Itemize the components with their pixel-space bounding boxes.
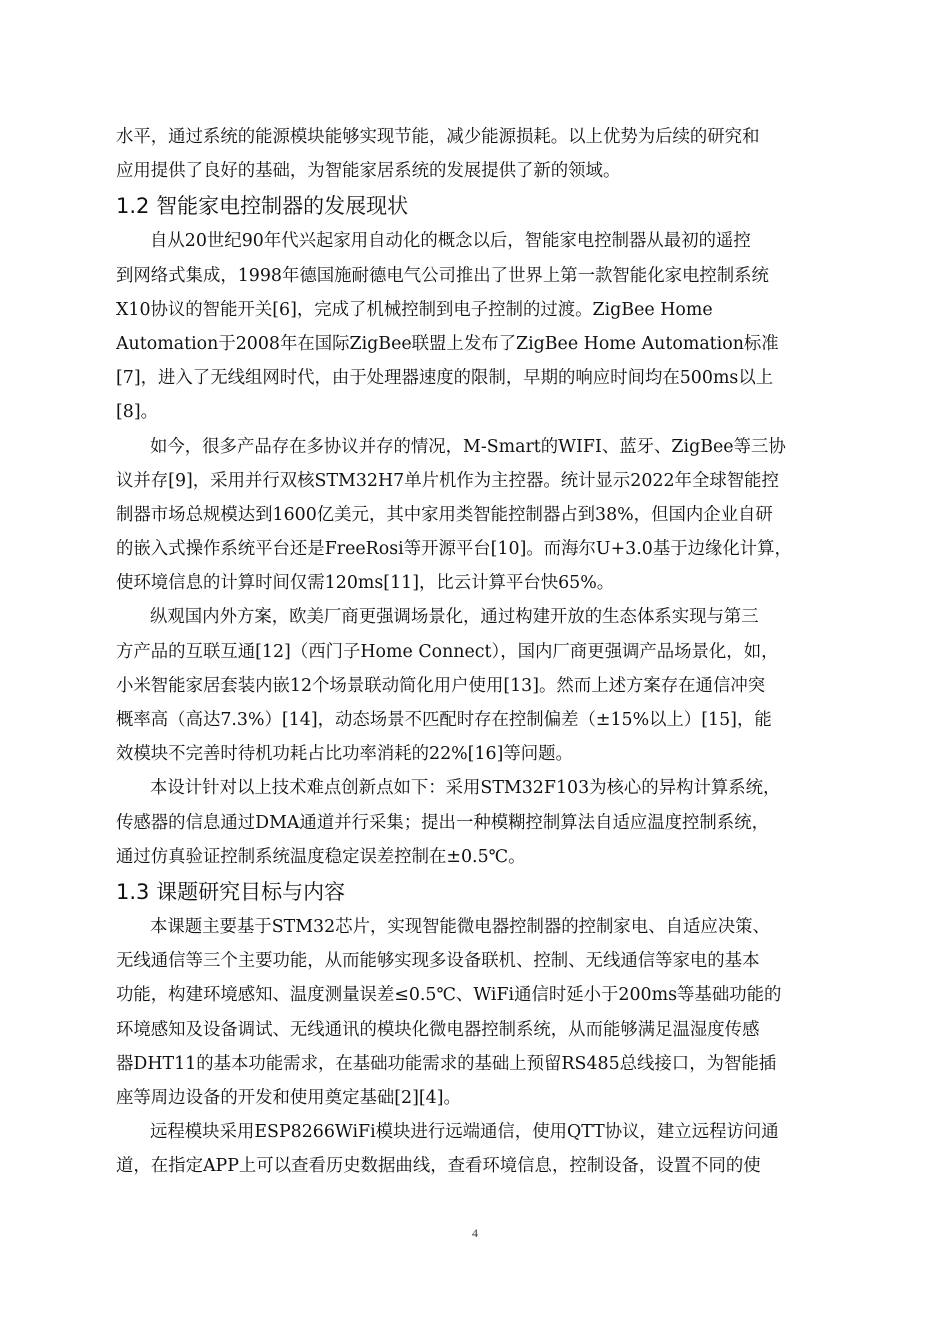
text-line: 应用提供了良好的基础，为智能家居系统的发展提供了新的领域。 <box>116 161 621 182</box>
text-line: 传感器的信息通过DMA通道并行采集；提出一种模糊控制算法自适应温度控制系统， <box>116 812 769 833</box>
text-line: Automation于2008年在国际ZigBee联盟上发布了ZigBee Home Automation标准 <box>116 333 779 354</box>
text-line: 到网络式集成，1998年德国施耐德电气公司推出了世界上第一款智能化家电控制系统 <box>116 265 769 286</box>
text-line: 远程模块采用ESP8266WiFi模块进行远端通信，使用QTT协议，建立远程访问通 <box>150 1122 779 1143</box>
text-line: 小米智能家居套装内嵌12个场景联动简化用户使用[13]。然而上述方案存在通信冲突 <box>116 675 766 696</box>
text-line: [7]，进入了无线组网时代，由于处理器速度的限制，早期的响应时间均在500ms以上 <box>116 368 774 389</box>
text-line: 器DHT11的基本功能需求，在基础功能需求的基础上预留RS485总线接口，为智能插 <box>116 1053 777 1074</box>
section-1-2-paragraph-1 <box>116 224 836 429</box>
text-line: 自从20世纪90年代兴起家用自动化的概念以后，智能家电控制器从最初的遥控 <box>150 231 751 252</box>
text-line: 道，在指定APP上可以查看历史数据曲线，查看环境信息，控制设备，设置不同的使 <box>116 1156 761 1177</box>
text-line: 使环境信息的计算时间仅需120ms[11]，比云计算平台快65%。 <box>116 573 615 594</box>
text-line: 制器市场总规模达到1600亿美元，其中家用类智能控制器占到38%，但国内企业自研 <box>116 504 773 525</box>
section-heading-1-2: 1.2 智能家电控制器的发展现状 <box>116 194 409 219</box>
section-1-3-paragraph-1 <box>116 910 836 1115</box>
text-line: 水平，通过系统的能源模块能够实现节能，减少能源损耗。以上优势为后续的研究和 <box>116 127 760 147</box>
section-1-2-paragraph-3 <box>116 600 836 771</box>
section-1-2-paragraph-4 <box>116 771 836 874</box>
text-line: 概率高（高达7.3%）[14]，动态场景不匹配时存在控制偏差（±15%以上）[15]，能 <box>116 710 772 730</box>
page-number: 4 <box>472 1226 478 1240</box>
text-line: 无线通信等三个主要功能，从而能够实现多设备联机、控制、无线通信等家电的基本 <box>116 951 760 972</box>
page-content <box>116 120 836 1183</box>
text-line: 本课题主要基于STM32芯片，实现智能微电器控制器的控制家电、自适应决策、 <box>150 916 770 937</box>
text-line: X10协议的智能开关[6]，完成了机械控制到电子控制的过渡。ZigBee Home <box>116 299 713 320</box>
text-line: 本设计针对以上技术难点创新点如下：采用STM32F103为核心的异构计算系统， <box>150 778 781 799</box>
text-line: 通过仿真验证控制系统温度稳定误差控制在±0.5℃。 <box>116 846 526 867</box>
section-heading-1-3: 1.3 课题研究目标与内容 <box>116 879 346 904</box>
text-line: 如今，很多产品存在多协议并存的情况，M-Smart的WIFI、蓝牙、ZigBee等三协 <box>150 436 786 457</box>
intro-paragraph <box>116 120 836 188</box>
text-line: [8]。 <box>116 402 159 423</box>
text-line: 议并存[9]，采用并行双核STM32H7单片机作为主控器。统计显示2022年全球智能控 <box>116 470 779 491</box>
section-1-2-paragraph-2 <box>116 430 836 601</box>
text-line: 的嵌入式操作系统平台还是FreeRosi等开源平台[10]。而海尔U+3.0基于边缘化计算， <box>116 539 792 560</box>
text-line: 方产品的互联互通[12]（西门子Home Connect），国内厂商更强调产品场景化，如， <box>116 641 779 662</box>
section-1-3-paragraph-2 <box>116 1115 836 1183</box>
text-line: 环境感知及设备调试、无线通讯的模块化微电器控制系统，从而能够满足温湿度传感 <box>116 1019 760 1040</box>
text-line: 座等周边设备的开发和使用奠定基础[2][4]。 <box>116 1087 461 1108</box>
text-line: 功能，构建环境感知、温度测量误差≤0.5℃、WiFi通信时延小于200ms等基础功能的 <box>116 985 782 1006</box>
text-line: 效模块不完善时待机功耗占比功率消耗的22%[16]等问题。 <box>116 744 573 765</box>
text-line: 纵观国内外方案，欧美厂商更强调场景化，通过构建开放的生态体系实现与第三 <box>150 607 759 628</box>
